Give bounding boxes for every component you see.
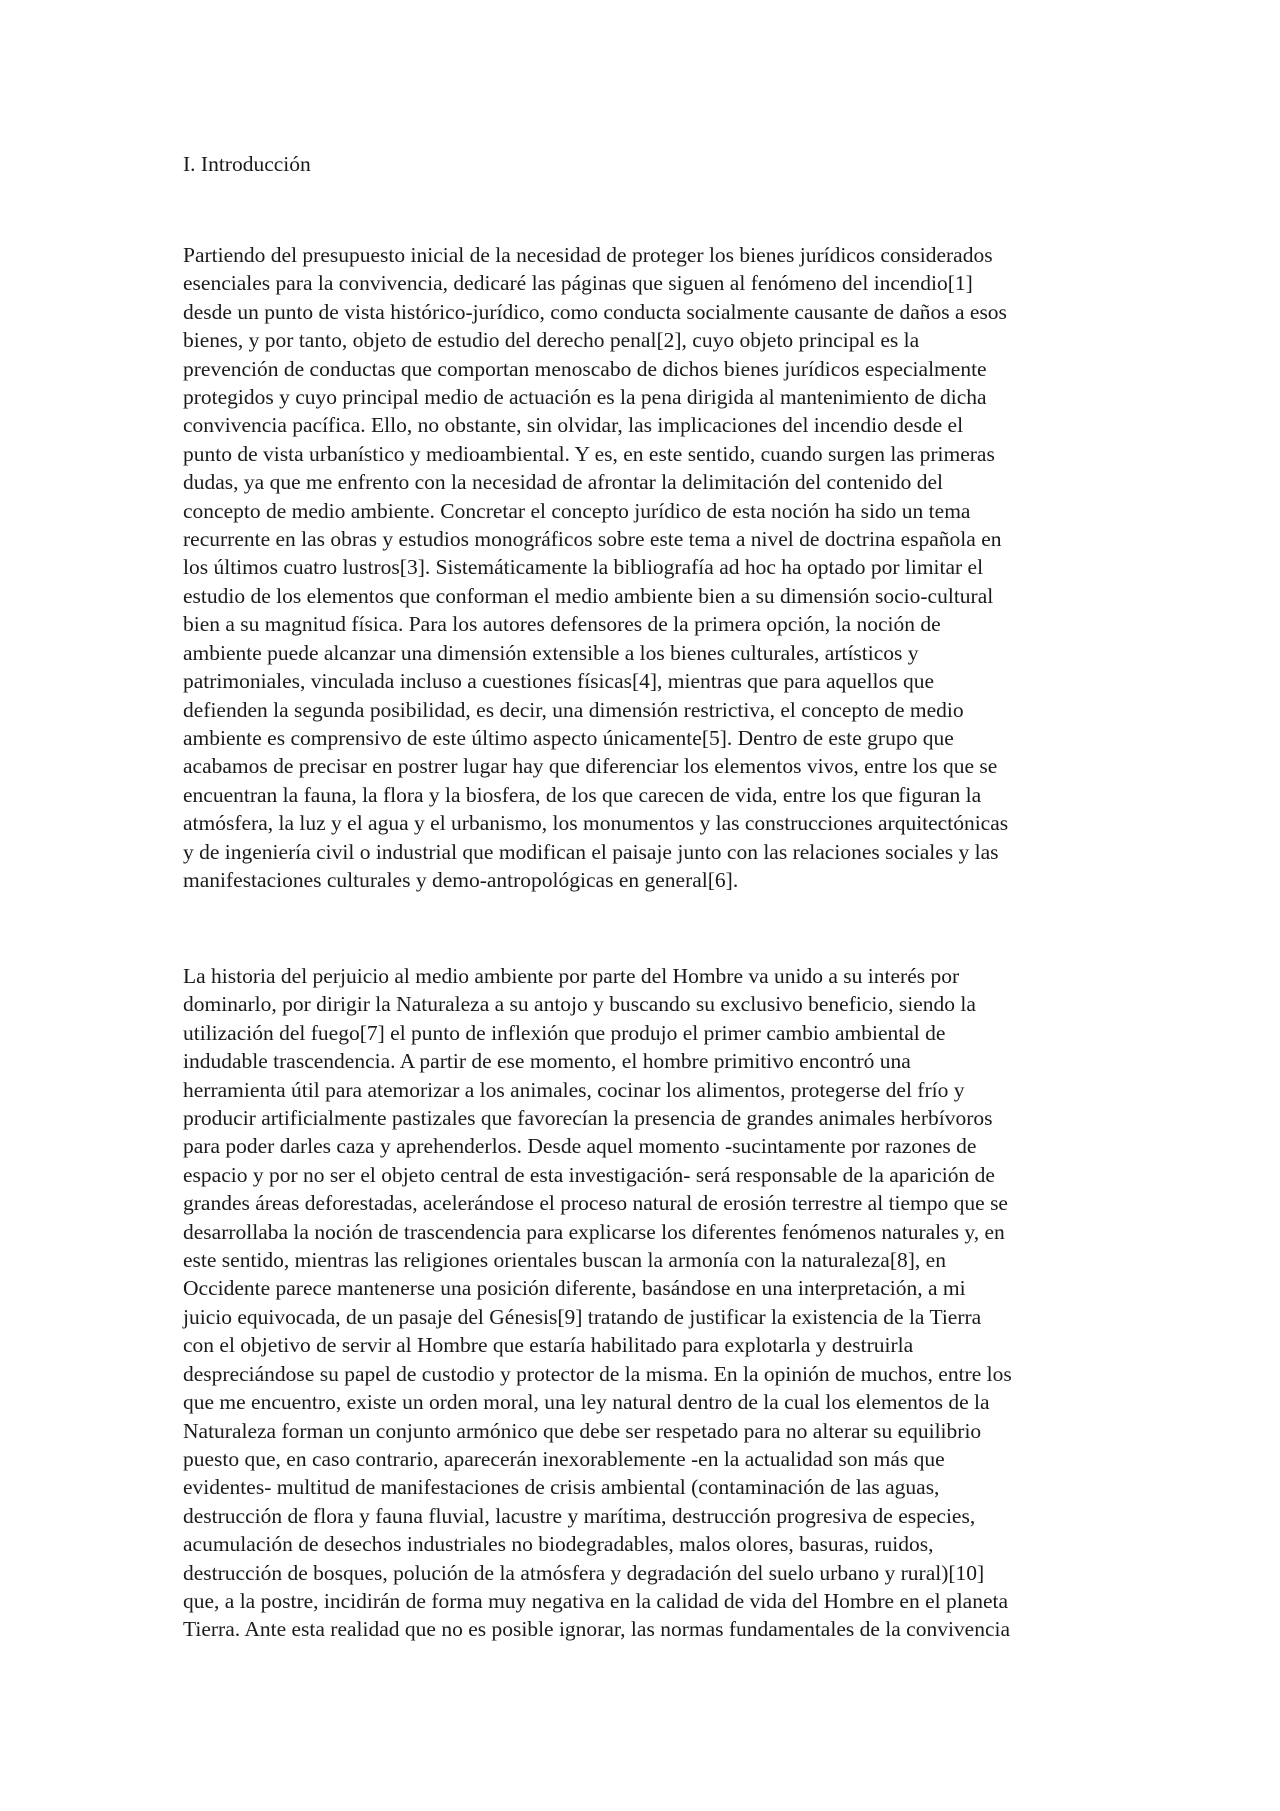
paragraph-line: Partiendo del presupuesto inicial de la necesidad de proteger los bienes jurídicos considerados: [183, 243, 993, 267]
paragraph-line: acumulación de desechos industriales no biodegradables, malos olores, basuras, ruidos,: [183, 1532, 934, 1557]
paragraph-line: herramienta útil para atemorizar a los animales, cocinar los alimentos, protegerse del frío y: [183, 1077, 965, 1102]
paragraph-line: destrucción de flora y fauna fluvial, lacustre y marítima, destrucción progresiva de especies,: [183, 1503, 976, 1528]
paragraph-line: y de ingeniería civil o industrial que modifican el paisaje junto con las relaciones sociales y las: [183, 839, 999, 864]
paragraph-line: producir artificialmente pastizales que favorecían la presencia de grandes animales herbívoros: [183, 1106, 993, 1131]
paragraph-line: Occidente parece mantenerse una posición diferente, basándose en una interpretación, a mi: [183, 1276, 966, 1301]
paragraph-line: prevención de conductas que comportan menoscabo de dichos bienes jurídicos especialmente: [183, 356, 987, 381]
paragraph-line: desde un punto de vista histórico-jurídico, como conducta socialmente causante de daños a esos: [183, 299, 1007, 324]
paragraph-line: indudable trascendencia. A partir de ese momento, el hombre primitivo encontró una: [183, 1049, 911, 1074]
paragraph-line: grandes áreas deforestadas, acelerándose el proceso natural de erosión terrestre al tiempo que se: [183, 1191, 1008, 1216]
paragraph-line: Naturaleza forman un conjunto armónico que debe ser respetado para no alterar su equilibrio: [183, 1418, 982, 1443]
paragraph-line: esenciales para la convivencia, dedicaré las páginas que siguen al fenómeno del incendio[1]: [183, 271, 973, 296]
paragraph-line: encuentran la fauna, la flora y la biosfera, de los que carecen de vida, entre los que figuran la: [183, 782, 982, 807]
paragraph-line: espacio y por no ser el objeto central de esta investigación- será responsable de la aparición de: [183, 1162, 995, 1187]
paragraph-line: evidentes- multitud de manifestaciones de crisis ambiental (contaminación de las aguas,: [183, 1475, 940, 1500]
paragraph-line: atmósfera, la luz y el agua y el urbanismo, los monumentos y las construcciones arquitectónicas: [183, 811, 1009, 836]
paragraph-line: destrucción de bosques, polución de la atmósfera y degradación del suelo urbano y rural)[10]: [183, 1560, 985, 1585]
paragraph-line: manifestaciones culturales y demo-antropológicas en general[6].: [183, 867, 739, 892]
paragraph-line: los últimos cuatro lustros[3]. Sistemáticamente la bibliografía ad hoc ha optado por limitar el: [183, 555, 984, 580]
paragraph-line: patrimoniales, vinculada incluso a cuestiones físicas[4], mientras que para aquellos que: [183, 669, 935, 694]
paragraph-line: que me encuentro, existe un orden moral, una ley natural dentro de la cual los elementos de la: [183, 1390, 990, 1415]
paragraph-line: La historia del perjuicio al medio ambiente por parte del Hombre va unido a su interés por: [183, 964, 960, 988]
paragraph-line: punto de vista urbanístico y medioambiental. Y es, en este sentido, cuando surgen las primeras: [183, 441, 995, 466]
paragraph-line: defienden la segunda posibilidad, es decir, una dimensión restrictiva, el concepto de medio: [183, 697, 964, 722]
paragraph-line: convivencia pacífica. Ello, no obstante, sin olvidar, las implicaciones del incendio desde el: [183, 413, 964, 438]
paragraph-line: estudio de los elementos que conforman el medio ambiente bien a su dimensión socio-cultural: [183, 583, 994, 608]
paragraph-line: juicio equivocada, de un pasaje del Génesis[9] tratando de justificar la existencia de la Tierra: [183, 1304, 982, 1329]
paragraph-line: recurrente en las obras y estudios monográficos sobre este tema a nivel de doctrina española en: [183, 527, 1002, 552]
paragraph-line: utilización del fuego[7] el punto de inflexión que produjo el primer cambio ambiental de: [183, 1020, 946, 1045]
paragraph-line: puesto que, en caso contrario, aparecerán inexorablemente -en la actualidad son más que: [183, 1446, 945, 1471]
paragraph-line: bien a su magnitud física. Para los autores defensores de la primera opción, la noción de: [183, 612, 941, 637]
section-heading: I. Introducción: [183, 152, 311, 176]
paragraph-line: bienes, y por tanto, objeto de estudio del derecho penal[2], cuyo objeto principal es la: [183, 328, 920, 353]
paragraph-2: [183, 962, 1103, 1644]
paragraph-line: con el objetivo de servir al Hombre que estaría habilitado para explotarla y destruirla: [183, 1333, 914, 1358]
paragraph-line: este sentido, mientras las religiones orientales buscan la armonía con la naturaleza[8], en: [183, 1248, 946, 1273]
paragraph-line: protegidos y cuyo principal medio de actuación es la pena dirigida al mantenimiento de dicha: [183, 385, 987, 410]
paragraph-1: [183, 241, 1103, 894]
paragraph-line: dominarlo, por dirigir la Naturaleza a su antojo y buscando su exclusivo beneficio, siendo la: [183, 992, 976, 1017]
paragraph-line: para poder darles caza y aprehenderlos. Desde aquel momento -sucintamente por razones de: [183, 1134, 977, 1159]
paragraph-line: que, a la postre, incidirán de forma muy negativa en la calidad de vida del Hombre en el planeta: [183, 1588, 1009, 1613]
paragraph-line: dudas, ya que me enfrento con la necesidad de afrontar la delimitación del contenido del: [183, 470, 943, 495]
paragraph-line: ambiente puede alcanzar una dimensión extensible a los bienes culturales, artísticos y: [183, 640, 919, 665]
paragraph-line: concepto de medio ambiente. Concretar el concepto jurídico de esta noción ha sido un tema: [183, 498, 971, 523]
paragraph-line: Tierra. Ante esta realidad que no es posible ignorar, las normas fundamentales de la convivencia: [183, 1617, 1011, 1642]
paragraph-line: ambiente es comprensivo de este último aspecto únicamente[5]. Dentro de este grupo que: [183, 725, 954, 750]
paragraph-line: desarrollaba la noción de trascendencia para explicarse los diferentes fenómenos naturales y, en: [183, 1219, 1005, 1244]
paragraph-line: despreciándose su papel de custodio y protector de la misma. En la opinión de muchos, entre los: [183, 1361, 1012, 1386]
paragraph-line: acabamos de precisar en postrer lugar hay que diferenciar los elementos vivos, entre los que se: [183, 754, 998, 779]
